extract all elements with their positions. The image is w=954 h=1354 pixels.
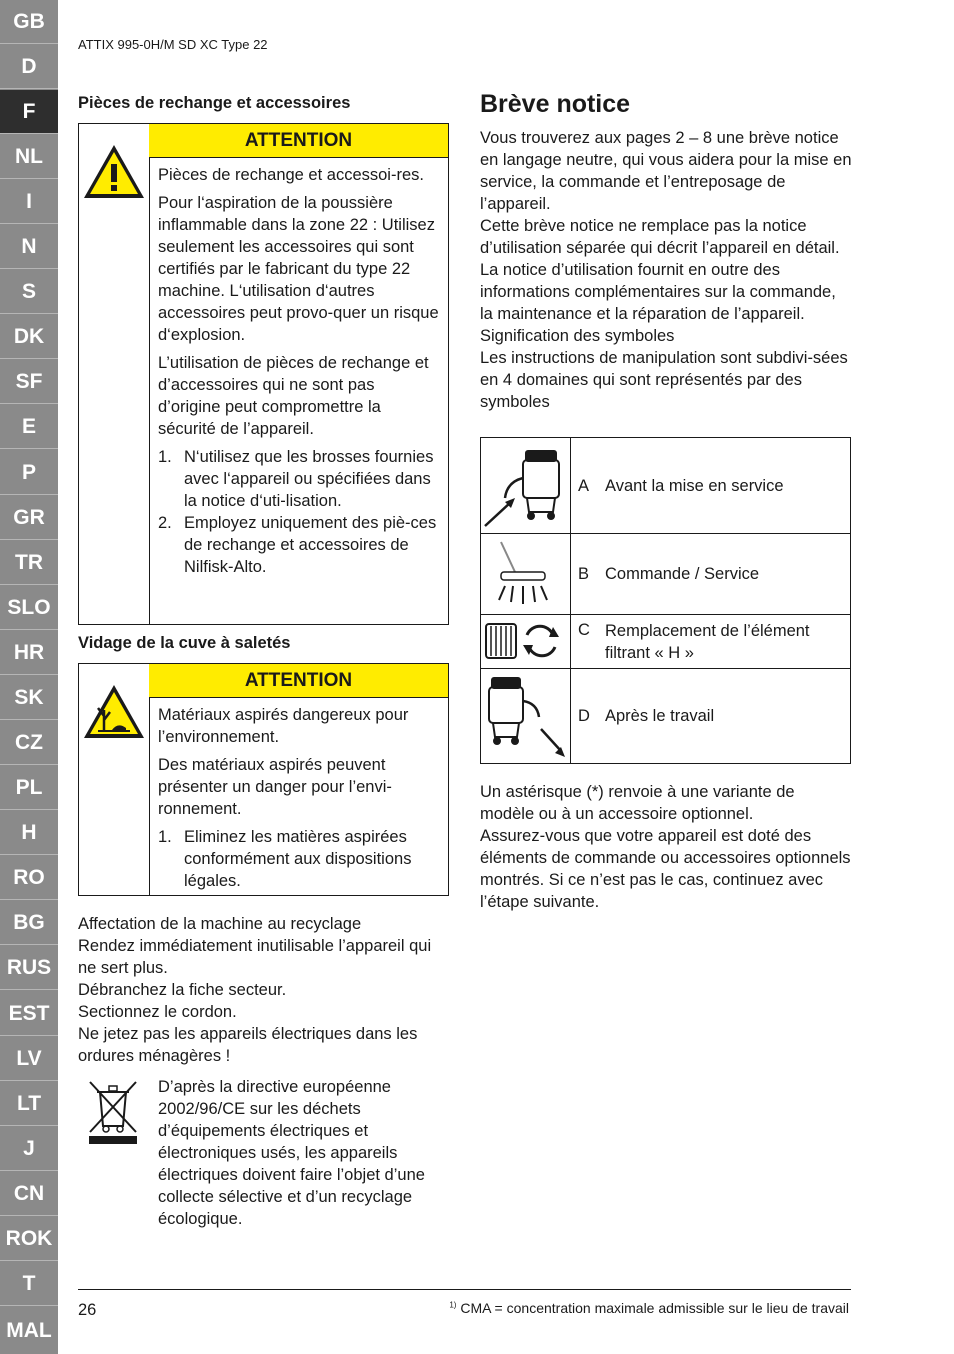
attention-label: ATTENTION	[149, 124, 448, 158]
floor-nozzle-icon	[481, 534, 569, 614]
language-tab-rus[interactable]: RUS	[0, 946, 58, 990]
language-tab-f[interactable]: F	[0, 90, 58, 134]
spare-parts-list	[158, 446, 440, 578]
recycling-text	[78, 913, 449, 1067]
symbol-row-d	[481, 669, 850, 763]
document-title: ATTIX 995-0H/M SD XC Type 22	[78, 37, 268, 52]
note-paragraph: Assurez-vous que votre appareil est doté des éléments de commande ou accessoires optionnels montrés. Si ce n’est pas le cas, continuez avec l’étape suivante.	[480, 827, 851, 911]
language-tab-n[interactable]: N	[0, 225, 58, 269]
recycling-line: Sectionnez le cordon.	[78, 1003, 237, 1021]
recycling-line: Rendez immédiatement inutilisable l’appareil qui ne sert plus.	[78, 937, 432, 977]
language-tab-nl[interactable]: NL	[0, 135, 58, 179]
language-sidebar	[0, 0, 58, 1354]
emptying-warning-text	[158, 704, 440, 892]
warning-paragraph: Des matériaux aspirés peuvent présenter un danger pour l’envi-ronnement.	[158, 756, 392, 818]
warning-icon-cell	[79, 664, 150, 895]
symbol-letter: B	[578, 565, 590, 583]
symbol-label: Après le travail	[605, 707, 715, 725]
symbol-letter: C	[578, 621, 590, 639]
footnote-text: CMA = concentration maximale admissible sur le lieu de travail	[460, 1300, 849, 1316]
language-tab-cz[interactable]: CZ	[0, 721, 58, 765]
language-tab-cn[interactable]: CN	[0, 1172, 58, 1216]
environment-hazard-icon	[82, 682, 146, 742]
language-tab-mal[interactable]: MAL	[6, 1318, 52, 1342]
attention-label: ATTENTION	[149, 664, 448, 698]
language-tab-pl[interactable]: PL	[0, 766, 58, 810]
language-tab-p[interactable]: P	[0, 451, 58, 495]
spare-parts-heading: Pièces de rechange et accessoires	[78, 94, 351, 112]
brief-notice-title: Brève notice	[480, 90, 631, 118]
symbol-cell	[481, 438, 571, 533]
list-item: 1. Eliminez les matières aspirées conformément aux dispositions légales.	[158, 828, 412, 890]
warning-triangle-icon	[82, 142, 146, 202]
language-tab-d[interactable]: D	[0, 45, 58, 89]
symbol-text	[578, 615, 842, 668]
warning-paragraph: Matériaux aspirés dangereux pour l’environnement.	[158, 706, 409, 746]
symbol-letter: A	[578, 476, 590, 495]
language-tab-bg[interactable]: BG	[0, 901, 58, 945]
brief-paragraph: Vous trouverez aux pages 2 – 8 une brève notice en langage neutre, qui vous aidera pour la mise en service, la commande et l’entreposage de l’appareil.	[480, 129, 852, 213]
brief-paragraph: Signification des symboles	[480, 327, 675, 345]
list-item: 1. N‘utilisez que les brosses fournies avec l‘appareil ou spécifiées dans la notice d‘uti-lisation.	[158, 448, 434, 510]
language-tab-ro[interactable]: RO	[0, 856, 58, 900]
recycling-line: Ne jetez pas les appareils électriques dans les ordures ménagères !	[78, 1025, 418, 1065]
language-tab-i[interactable]: I	[0, 180, 58, 224]
warning-paragraph: L’utilisation de pièces de rechange et d’accessoires qui ne sont pas d’origine peut compromettre la sécurité de l’appareil.	[158, 354, 429, 438]
language-tab-e[interactable]: E	[0, 405, 58, 449]
language-tab-est[interactable]: EST	[0, 992, 58, 1036]
warning-icon-cell	[79, 124, 150, 624]
page-number: 26	[78, 1301, 97, 1319]
symbol-label: Remplacement de l’élément filtrant « H »	[605, 621, 810, 662]
language-tab-gr[interactable]: GR	[0, 496, 58, 540]
filter-replace-icon	[481, 615, 569, 667]
symbol-row-c	[481, 615, 850, 669]
symbol-text	[578, 669, 842, 763]
asterisk-note	[480, 781, 852, 913]
note-paragraph: Un astérisque (*) renvoie à une variante de modèle ou à un accessoire optionnel.	[480, 783, 795, 823]
warning-paragraph: Pour l‘aspiration de la poussière inflammable dans la zone 22 : Utilisez seulement les accessoires qui sont certifiés par le fabricant du type 22 machine. L‘utilisation d‘autres accessoires peut provo-quer un risque d‘explosion.	[158, 194, 439, 344]
recycling-line: Débranchez la fiche secteur.	[78, 981, 287, 999]
language-tab-lv[interactable]: LV	[0, 1037, 58, 1081]
spare-parts-warning-box	[78, 123, 449, 625]
symbol-text	[578, 438, 842, 533]
language-tab-rok[interactable]: ROK	[0, 1217, 58, 1261]
symbol-text	[578, 534, 842, 614]
brief-notice-text	[480, 127, 852, 413]
list-item: 2. Employez uniquement des piè-ces de rechange et accessoires de Nilfisk-Alto.	[158, 514, 437, 576]
symbol-row-a	[481, 438, 850, 534]
emptying-warning-box	[78, 663, 449, 896]
language-tab-dk[interactable]: DK	[0, 315, 58, 359]
language-tab-tr[interactable]: TR	[0, 541, 58, 585]
recycling-heading: Affectation de la machine au recyclage	[78, 915, 362, 933]
brief-paragraph: Cette brève notice ne remplace pas la notice d’utilisation séparée qui décrit l’appareil en détail. La notice d’utilisation fournit en outre des informations complémentaires sur la commande, la maintenance et la réparation de l’appareil.	[480, 217, 840, 323]
crossed-bin-icon	[86, 1078, 140, 1148]
footnote	[449, 1300, 849, 1316]
language-tab-gb[interactable]: GB	[0, 0, 58, 44]
symbol-row-b	[481, 534, 850, 615]
language-tab-j[interactable]: J	[0, 1127, 58, 1171]
vacuum-after-work-icon	[481, 669, 569, 761]
vacuum-setup-icon	[481, 438, 569, 532]
symbol-cell	[481, 669, 571, 763]
footer-divider	[78, 1289, 851, 1290]
brief-paragraph: Les instructions de manipulation sont subdivi-sées en 4 domaines qui sont représentés par des symboles	[480, 349, 848, 411]
language-tab-h[interactable]: H	[0, 811, 58, 855]
language-tab-sf[interactable]: SF	[0, 360, 58, 404]
symbol-label: Avant la mise en service	[605, 476, 784, 495]
symbol-cell	[481, 534, 571, 614]
symbol-cell	[481, 615, 571, 668]
symbol-letter: D	[578, 707, 590, 725]
emptying-list	[158, 826, 440, 892]
emptying-heading: Vidage de la cuve à saletés	[78, 634, 291, 652]
language-tab-s[interactable]: S	[0, 270, 58, 314]
footnote-mark: 1)	[449, 1300, 457, 1310]
weee-text: D’après la directive européenne 2002/96/CE sur les déchets d’équipements électriques et électroniques usés, les appareils électriques doivent faire l’objet d’une collecte sélective et d’un recyclage écologique.	[158, 1078, 425, 1228]
language-tab-lt[interactable]: LT	[0, 1082, 58, 1126]
language-tab-t[interactable]: T	[0, 1262, 58, 1306]
language-tab-slo[interactable]: SLO	[0, 586, 58, 630]
symbol-label: Commande / Service	[605, 565, 760, 583]
symbols-table	[480, 437, 851, 764]
language-tab-sk[interactable]: SK	[0, 676, 58, 720]
warning-paragraph: Pièces de rechange et accessoi-res.	[158, 166, 424, 184]
spare-parts-warning-text	[158, 164, 440, 578]
language-tab-hr[interactable]: HR	[0, 631, 58, 675]
